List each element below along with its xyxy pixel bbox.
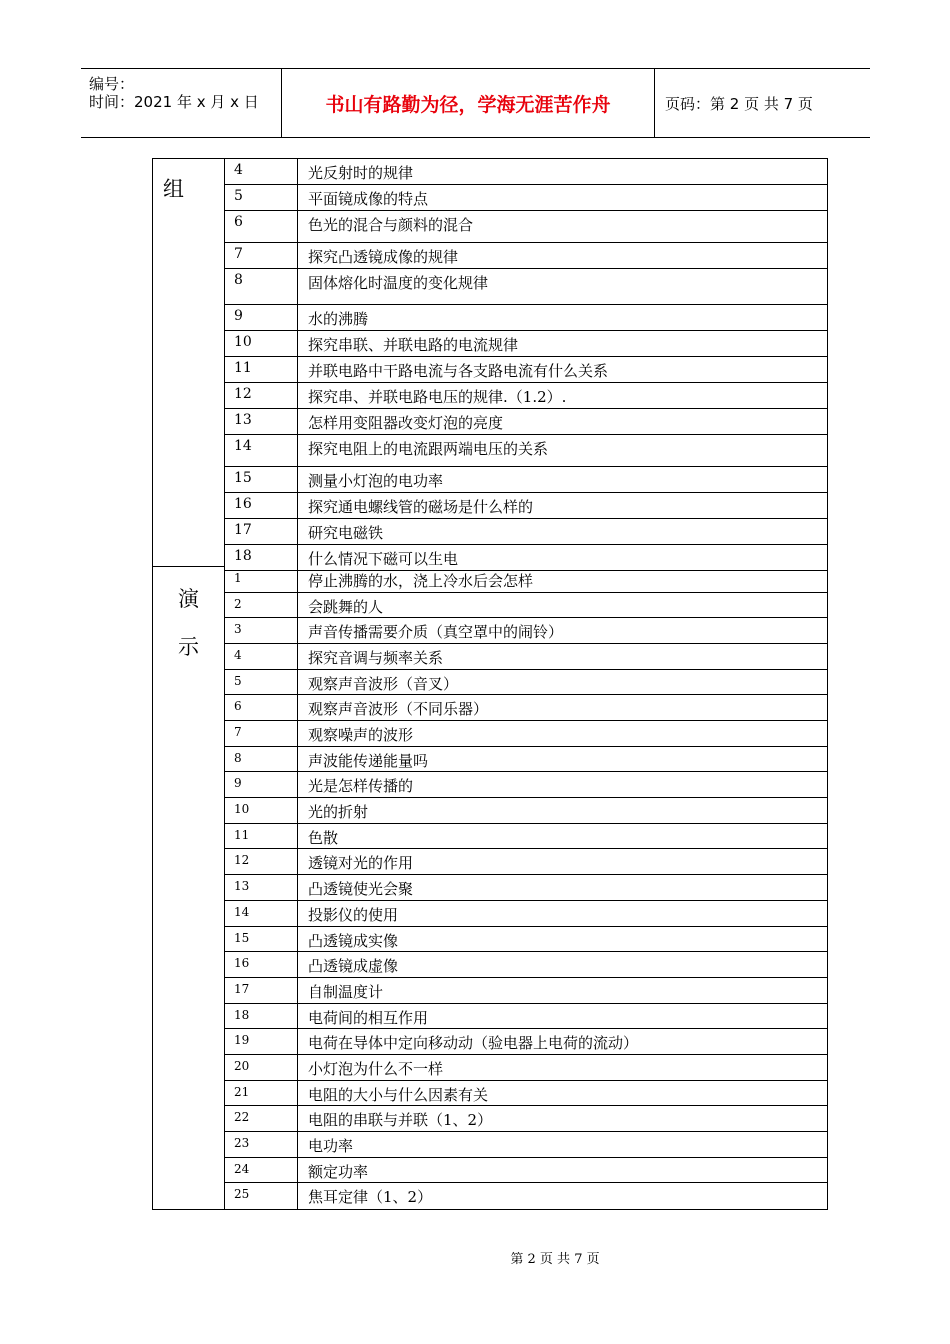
row-text: 观察噪声的波形	[308, 726, 414, 745]
row-text: 声波能传递能量吗	[308, 751, 429, 770]
row-text: 探究通电螺线管的磁场是什么样的	[308, 498, 534, 516]
number-label: 编号：	[89, 75, 135, 93]
row-number: 7	[225, 243, 298, 268]
row-text: 并联电路中干路电流与各支路电流有什么关系	[308, 362, 609, 380]
row-number: 24	[225, 1158, 298, 1183]
row-text: 会跳舞的人	[308, 597, 384, 616]
table-row	[225, 1055, 827, 1081]
table-row	[225, 721, 827, 747]
row-number: 22	[225, 1106, 298, 1131]
row-number: 9	[225, 772, 298, 797]
row-number: 18	[225, 545, 298, 570]
row-number: 7	[225, 721, 298, 746]
row-text: 凸透镜成实像	[308, 931, 399, 950]
table-row	[225, 331, 827, 357]
row-text: 探究电阻上的电流跟两端电压的关系	[308, 440, 549, 458]
row-text: 电阻的串联与并联（1、2）	[308, 1111, 493, 1130]
row-text: 探究串、并联电路电压的规律.（1.2）.	[308, 388, 567, 406]
motto: 书山有路勤为径，学海无涯苦作舟	[281, 69, 655, 137]
table-row	[225, 519, 827, 545]
row-text: 什么情况下磁可以生电	[308, 550, 459, 568]
row-text: 平面镜成像的特点	[308, 190, 429, 208]
experiment-table	[152, 158, 828, 1210]
row-text: 测量小灯泡的电功率	[308, 472, 444, 490]
table-row	[225, 978, 827, 1004]
table-row	[225, 798, 827, 824]
row-number: 11	[225, 824, 298, 849]
row-text: 额定功率	[308, 1162, 369, 1181]
row-text: 观察声音波形（不同乐器）	[308, 700, 489, 719]
row-text: 研究电磁铁	[308, 524, 384, 542]
row-text: 电荷在导体中定向移动动（验电器上电荷的流动）	[308, 1034, 639, 1053]
table-row	[225, 1158, 827, 1184]
row-number: 14	[225, 901, 298, 926]
row-number: 25	[225, 1183, 298, 1209]
group-label-demo-1: 演	[178, 587, 199, 611]
page-header	[81, 68, 870, 138]
table-row	[225, 618, 827, 644]
table-row	[225, 1183, 827, 1209]
row-number: 20	[225, 1055, 298, 1080]
table-row	[225, 159, 827, 185]
row-number: 6	[225, 211, 298, 242]
page-footer	[0, 1248, 950, 1267]
group-cell-demos	[153, 567, 225, 1209]
table-row	[225, 383, 827, 409]
table-row	[225, 1132, 827, 1158]
table-row	[225, 824, 827, 850]
row-text: 凸透镜使光会聚	[308, 880, 414, 899]
table-row	[225, 927, 827, 953]
row-number: 21	[225, 1081, 298, 1106]
row-text: 停止沸腾的水，浇上冷水后会怎样	[308, 572, 534, 590]
row-text: 观察声音波形（音叉）	[308, 674, 459, 693]
row-number: 10	[225, 798, 298, 823]
table-row	[225, 772, 827, 798]
row-text: 光的折射	[308, 803, 369, 822]
page-info: 页码：第 2 页 共 7 页	[665, 94, 813, 113]
header-meta	[81, 69, 281, 137]
row-number: 9	[225, 305, 298, 330]
row-text: 投影仪的使用	[308, 905, 399, 924]
group-label: 组	[163, 177, 184, 201]
group-label-demo-2: 示	[178, 635, 199, 659]
row-number: 3	[225, 618, 298, 643]
row-text: 自制温度计	[308, 982, 384, 1001]
row-text: 水的沸腾	[308, 310, 369, 328]
row-number: 5	[225, 185, 298, 210]
row-number: 16	[225, 493, 298, 518]
row-number: 13	[225, 409, 298, 434]
row-number: 16	[225, 952, 298, 977]
row-number: 12	[225, 849, 298, 874]
row-number: 15	[225, 927, 298, 952]
row-number: 8	[225, 269, 298, 304]
table-row	[225, 493, 827, 519]
row-number: 10	[225, 331, 298, 356]
table-row	[225, 1029, 827, 1055]
table-row	[225, 243, 827, 269]
table-row	[225, 467, 827, 493]
row-number: 1	[225, 567, 298, 592]
table-row	[225, 901, 827, 927]
table-row	[225, 1106, 827, 1132]
row-number: 13	[225, 875, 298, 900]
row-number: 23	[225, 1132, 298, 1157]
row-number: 17	[225, 519, 298, 544]
row-text: 探究串联、并联电路的电流规律	[308, 336, 519, 354]
table-row	[225, 593, 827, 619]
row-text: 固体熔化时温度的变化规律	[308, 274, 489, 292]
footer-page-number: 第 2 页 共 7 页	[510, 1252, 600, 1267]
table-row	[225, 435, 827, 467]
row-number: 19	[225, 1029, 298, 1054]
table-row	[225, 670, 827, 696]
table-row	[225, 185, 827, 211]
table-row	[225, 695, 827, 721]
table-row	[225, 357, 827, 383]
row-text: 光是怎样传播的	[308, 777, 414, 796]
row-text: 电荷间的相互作用	[308, 1008, 429, 1027]
table-row	[225, 1004, 827, 1030]
row-text: 焦耳定律（1、2）	[308, 1188, 433, 1207]
row-number: 14	[225, 435, 298, 466]
row-number: 8	[225, 747, 298, 772]
row-text: 光反射时的规律	[308, 164, 414, 182]
row-text: 色光的混合与颜料的混合	[308, 216, 474, 234]
row-text: 探究音调与频率关系	[308, 649, 444, 668]
row-text: 电功率	[308, 1136, 354, 1155]
table-row	[225, 747, 827, 773]
row-number: 12	[225, 383, 298, 408]
row-number: 4	[225, 159, 298, 184]
row-text: 透镜对光的作用	[308, 854, 414, 873]
row-number: 4	[225, 644, 298, 669]
table-row	[225, 1081, 827, 1107]
table-row	[225, 849, 827, 875]
row-text: 探究凸透镜成像的规律	[308, 248, 459, 266]
table-row	[225, 952, 827, 978]
row-text: 怎样用变阻器改变灯泡的亮度	[308, 414, 504, 432]
row-number: 11	[225, 357, 298, 382]
row-text: 电阻的大小与什么因素有关	[308, 1085, 489, 1104]
group-cell-experiments	[153, 159, 225, 567]
table-row	[225, 305, 827, 331]
row-number: 17	[225, 978, 298, 1003]
table-row	[225, 644, 827, 670]
row-number: 5	[225, 670, 298, 695]
table-row	[225, 409, 827, 435]
row-text: 声音传播需要介质（真空罩中的闹铃）	[308, 623, 564, 642]
table-row	[225, 269, 827, 305]
table-row	[225, 875, 827, 901]
row-number: 15	[225, 467, 298, 492]
table-row	[225, 211, 827, 243]
table-row	[225, 567, 827, 593]
row-text: 凸透镜成虚像	[308, 957, 399, 976]
row-number: 2	[225, 593, 298, 618]
row-number: 6	[225, 695, 298, 720]
row-text: 小灯泡为什么不一样	[308, 1059, 444, 1078]
time-label: 时间：2021 年 x 月 x 日	[89, 93, 259, 111]
row-text: 色散	[308, 828, 339, 847]
row-number: 18	[225, 1004, 298, 1029]
